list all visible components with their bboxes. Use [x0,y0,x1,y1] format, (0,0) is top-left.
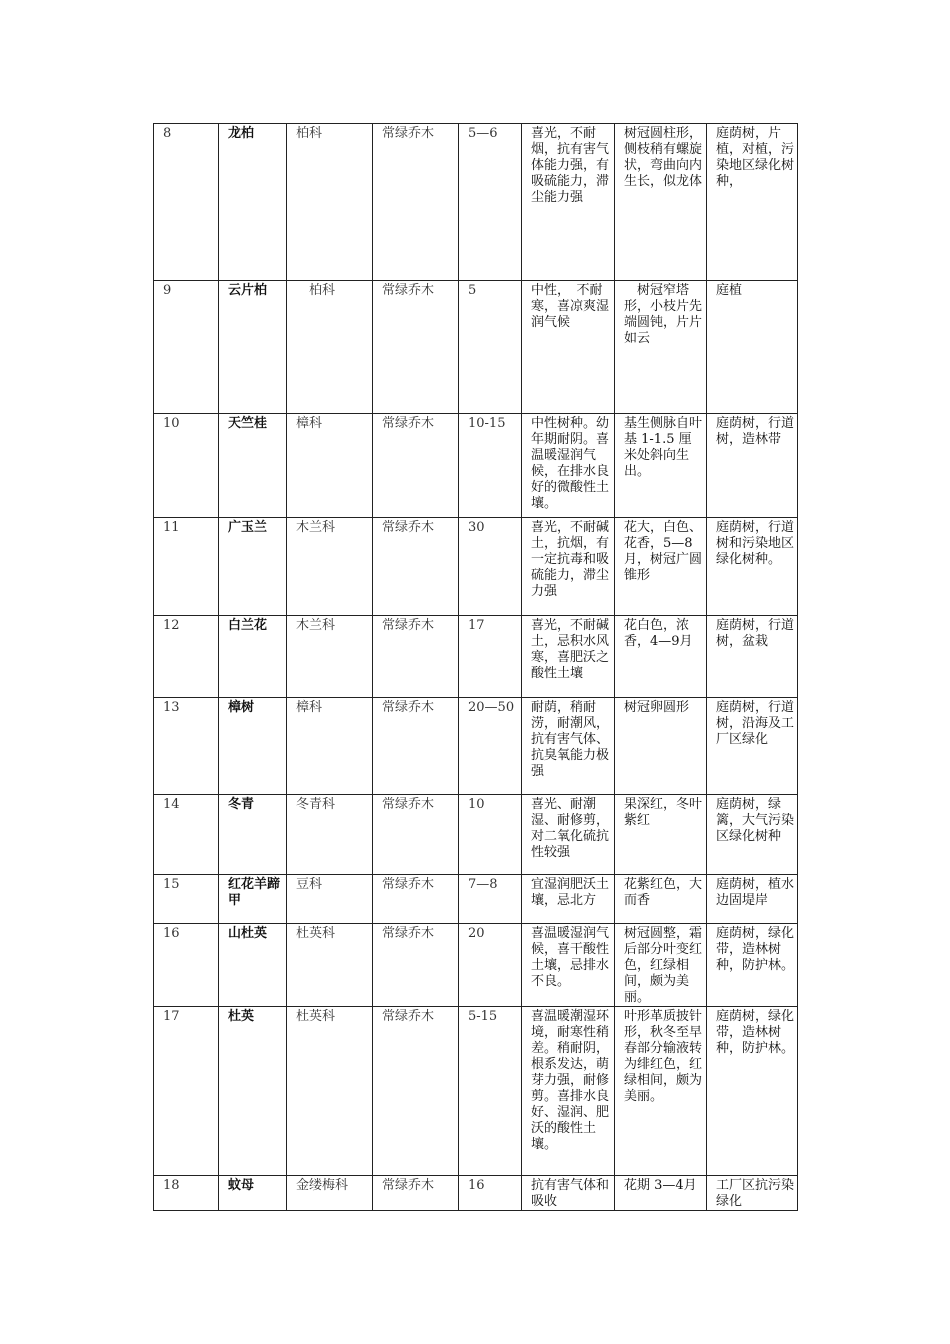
table-row [154,281,798,414]
plant-height: 5—6 [459,124,522,281]
plant-height: 5-15 [459,1007,522,1176]
table-row [154,924,798,1007]
plant-type: 常绿乔木 [373,875,459,924]
row-number: 11 [154,518,219,616]
plant-name: 广玉兰 [219,518,287,616]
landscape-use: 庭荫树，绿化带，造林树种，防护林。 [707,1007,798,1176]
landscape-use: 庭荫树，行道树，盆栽 [707,616,798,698]
plant-name: 云片柏 [219,281,287,414]
plant-height: 7—8 [459,875,522,924]
plant-type: 常绿乔木 [373,518,459,616]
table-row [154,518,798,616]
plant-height: 5 [459,281,522,414]
plant-family: 樟科 [287,698,373,795]
ornamental-feature: 花白色，浓香，4—9月 [615,616,707,698]
plant-height: 30 [459,518,522,616]
table-row [154,414,798,518]
plant-height: 10-15 [459,414,522,518]
row-number: 17 [154,1007,219,1176]
landscape-use: 庭荫树，片植，对植，污染地区绿化树种， [707,124,798,281]
ornamental-feature: 花紫红色，大而香 [615,875,707,924]
ornamental-feature: 叶形革质披针形，秋冬至早春部分输液转为绯红色，红绿相间，颇为美丽。 [615,1007,707,1176]
plant-height: 10 [459,795,522,875]
growth-habit: 宜湿润肥沃土壤，忌北方 [522,875,615,924]
table-row [154,124,798,281]
plant-family: 杜英科 [287,924,373,1007]
plant-name: 龙柏 [219,124,287,281]
plant-type: 常绿乔木 [373,1176,459,1211]
plant-name: 山杜英 [219,924,287,1007]
growth-habit: 抗有害气体和吸收 [522,1176,615,1211]
table-row [154,1007,798,1176]
plant-type: 常绿乔木 [373,795,459,875]
row-number: 18 [154,1176,219,1211]
plant-type: 常绿乔木 [373,698,459,795]
plant-type: 常绿乔木 [373,1007,459,1176]
plant-type: 常绿乔木 [373,414,459,518]
plant-height: 16 [459,1176,522,1211]
plant-name: 天竺桂 [219,414,287,518]
growth-habit: 中性树种。幼年期耐阴。喜温暖湿润气候，在排水良好的微酸性土壤。 [522,414,615,518]
landscape-use: 庭荫树，植水边固堤岸 [707,875,798,924]
plant-family: 豆科 [287,875,373,924]
ornamental-feature: 果深红，冬叶紫红 [615,795,707,875]
row-number: 16 [154,924,219,1007]
growth-habit: 喜光，不耐烟，抗有害气体能力强，有吸硫能力，滞尘能力强 [522,124,615,281]
plant-name: 红花羊蹄甲 [219,875,287,924]
landscape-use: 庭荫树，行道树，造林带 [707,414,798,518]
row-number: 10 [154,414,219,518]
ornamental-feature: 基生侧脉自叶基 1-1.5 厘米处斜向生出。 [615,414,707,518]
plant-name: 蚊母 [219,1176,287,1211]
landscape-use: 庭荫树，行道树，沿海及工厂区绿化 [707,698,798,795]
landscape-use: 工厂区抗污染绿化 [707,1176,798,1211]
growth-habit: 喜温暖潮湿环境，耐寒性稍差。稍耐阴，根系发达，萌芽力强，耐修剪。喜排水良好、湿润、肥沃的酸性土壤。 [522,1007,615,1176]
plant-height: 20—50 [459,698,522,795]
ornamental-feature: 树冠窄塔形，小枝片先端圆钝，片片如云 [615,281,707,414]
row-number: 15 [154,875,219,924]
plant-height: 17 [459,616,522,698]
row-number: 9 [154,281,219,414]
row-number: 12 [154,616,219,698]
plant-family: 柏科 [287,281,373,414]
plant-type: 常绿乔木 [373,281,459,414]
plant-type: 常绿乔木 [373,924,459,1007]
plant-family: 樟科 [287,414,373,518]
plant-name: 樟树 [219,698,287,795]
growth-habit: 喜光，不耐碱土，抗烟，有一定抗毒和吸硫能力，滞尘力强 [522,518,615,616]
growth-habit: 中性， 不耐寒，喜凉爽湿润气候 [522,281,615,414]
growth-habit: 喜温暖湿润气候，喜干酸性土壤，忌排水不良。 [522,924,615,1007]
ornamental-feature: 花期 3—4月 [615,1176,707,1211]
plant-family: 柏科 [287,124,373,281]
table-row [154,698,798,795]
plant-family: 金缕梅科 [287,1176,373,1211]
plant-family: 杜英科 [287,1007,373,1176]
table-row [154,795,798,875]
table-row [154,1176,798,1211]
plant-family: 木兰科 [287,518,373,616]
ornamental-feature: 树冠圆柱形，侧枝稍有螺旋状，弯曲向内生长，似龙体 [615,124,707,281]
plant-name: 白兰花 [219,616,287,698]
plant-height: 20 [459,924,522,1007]
table-row [154,875,798,924]
plant-family: 木兰科 [287,616,373,698]
growth-habit: 耐荫，稍耐涝，耐潮风，抗有害气体、抗臭氧能力极强 [522,698,615,795]
row-number: 14 [154,795,219,875]
plant-family: 冬青科 [287,795,373,875]
row-number: 8 [154,124,219,281]
ornamental-feature: 树冠圆整，霜后部分叶变红色，红绿相间，颇为美丽。 [615,924,707,1007]
ornamental-feature: 花大，白色、花香，5—8月，树冠广圆锥形 [615,518,707,616]
plant-name: 杜英 [219,1007,287,1176]
growth-habit: 喜光、耐潮湿、耐修剪，对二氧化硫抗性较强 [522,795,615,875]
landscape-use: 庭荫树，绿化带，造林树种，防护林。 [707,924,798,1007]
landscape-use: 庭植 [707,281,798,414]
landscape-use: 庭荫树，绿篱，大气污染区绿化树种 [707,795,798,875]
plant-type: 常绿乔木 [373,616,459,698]
ornamental-feature: 树冠卵圆形 [615,698,707,795]
row-number: 13 [154,698,219,795]
landscape-use: 庭荫树，行道树和污染地区绿化树种。 [707,518,798,616]
plant-table [153,123,798,1211]
plant-name: 冬青 [219,795,287,875]
growth-habit: 喜光，不耐碱土，忌积水风寒，喜肥沃之酸性土壤 [522,616,615,698]
plant-type: 常绿乔木 [373,124,459,281]
table-row [154,616,798,698]
